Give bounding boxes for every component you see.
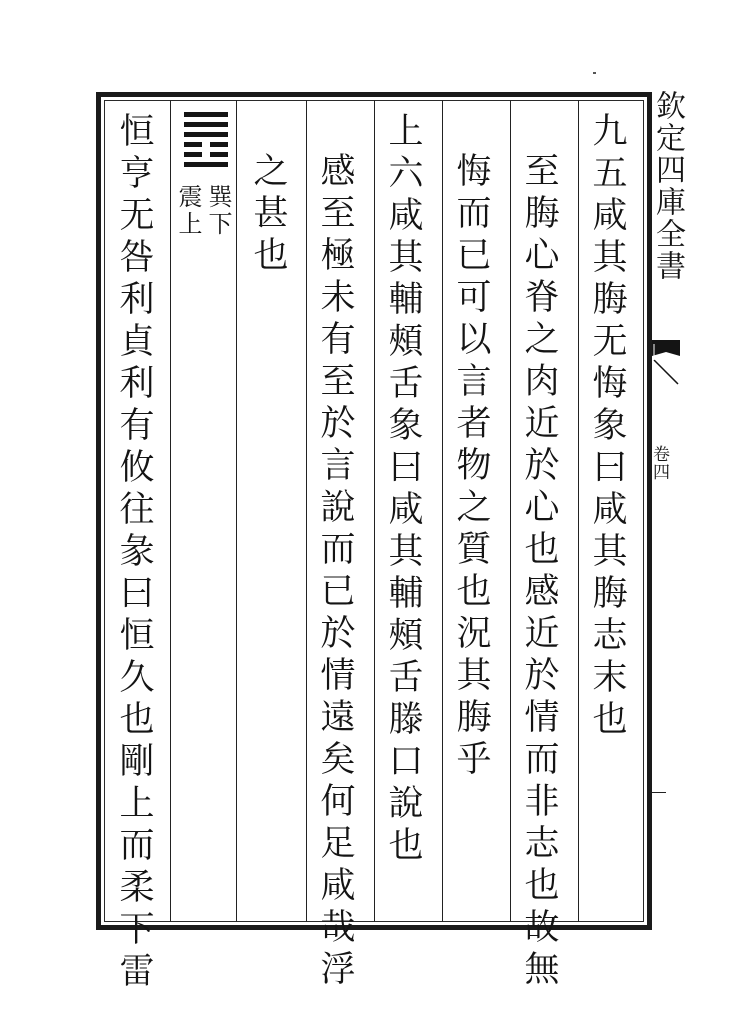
hexagram-solid-line	[184, 122, 228, 127]
column-rule	[578, 100, 579, 922]
upper-trigram-label: 震上	[174, 184, 202, 238]
text-column-3: 悔而已可以言者物之質也況其脢乎	[451, 152, 491, 782]
text-column-1: 九五咸其脢无悔象曰咸其脢志末也	[587, 112, 627, 742]
column-rule	[170, 100, 171, 922]
margin-rule	[652, 792, 666, 793]
hexagram-solid-line	[184, 112, 228, 117]
margin-volume: 卷四	[649, 445, 669, 481]
hexagram-broken-line	[184, 142, 228, 147]
text-column-5: 感至極未有至於言說而已於情遠矣何足咸哉浮	[315, 152, 355, 992]
text-column-6: 之甚也	[248, 152, 288, 278]
text-column-7: 恒亨无咎利貞利有攸往彖曰恒久也剛上而柔下雷	[114, 112, 154, 994]
column-rule	[442, 100, 443, 922]
text-column-4: 上六咸其輔頰舌象曰咸其輔頰舌滕口說也	[383, 112, 423, 868]
column-rule	[306, 100, 307, 922]
column-rule	[510, 100, 511, 922]
column-rule	[236, 100, 237, 922]
speck-mark	[593, 72, 596, 74]
hexagram-broken-line	[184, 152, 228, 157]
column-rule	[374, 100, 375, 922]
text-column-2: 至脢心脊之肉近於心也感近於情而非志也故無	[519, 152, 559, 992]
hexagram-solid-line	[184, 132, 228, 137]
fish-tail-mark-icon	[650, 338, 682, 390]
hexagram-solid-line	[184, 162, 228, 167]
margin-book-title: 欽定四庫全書	[650, 90, 685, 282]
hexagram-icon	[184, 112, 228, 172]
lower-trigram-label: 巽下	[204, 184, 232, 238]
